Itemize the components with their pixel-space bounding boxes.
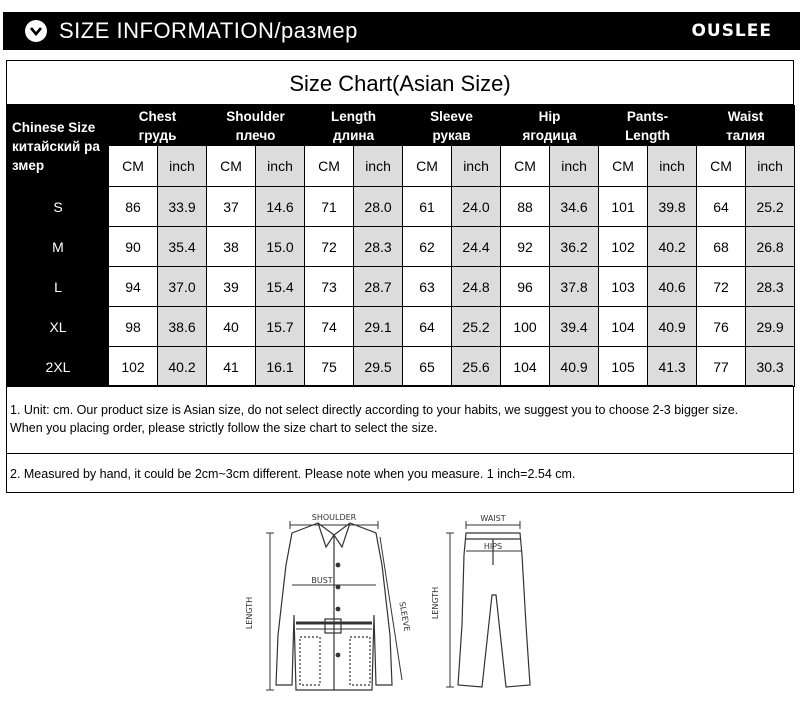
size-label: XL	[8, 307, 109, 347]
unit-inch: inch	[256, 146, 305, 187]
unit-inch: inch	[452, 146, 501, 187]
cell-inch: 40.2	[158, 347, 207, 387]
note-unit-line-1: 1. Unit: cm. Our product size is Asian size, do not select directly according to your habits, we suggest you to choose 2-3 bigger size.	[10, 403, 739, 417]
size-header-en: Chinese Size	[12, 119, 96, 135]
column-header-en: Sleeve	[430, 108, 473, 124]
cell-inch: 29.9	[746, 307, 795, 347]
note-unit-line-2: When you placing order, please strictly follow the size chart to select the size.	[10, 421, 438, 435]
unit-cm: CM	[697, 146, 746, 187]
cell-inch: 26.8	[746, 227, 795, 267]
sleeve-label: SLEEVE	[397, 600, 412, 633]
cell-cm: 41	[207, 347, 256, 387]
table-row	[8, 267, 795, 307]
cell-inch: 28.3	[746, 267, 795, 307]
unit-inch: inch	[746, 146, 795, 187]
cell-inch: 28.0	[354, 187, 403, 227]
column-header-ru: плечо	[235, 127, 276, 143]
cell-cm: 102	[599, 227, 648, 267]
column-header-ru: рукав	[432, 127, 471, 143]
size-label: L	[8, 267, 109, 307]
cell-inch: 36.2	[550, 227, 599, 267]
cell-cm: 64	[403, 307, 452, 347]
unit-inch: inch	[648, 146, 697, 187]
cell-cm: 104	[599, 307, 648, 347]
column-header-ru: длина	[332, 127, 375, 143]
size-header-ru-2: змер	[12, 157, 45, 173]
cell-cm: 37	[207, 187, 256, 227]
cell-cm: 75	[305, 347, 354, 387]
cell-cm: 65	[403, 347, 452, 387]
cell-cm: 72	[697, 267, 746, 307]
cell-inch: 40.6	[648, 267, 697, 307]
unit-inch: inch	[550, 146, 599, 187]
column-header-ru: ягодица	[522, 127, 577, 143]
cell-cm: 74	[305, 307, 354, 347]
measurement-diagram	[230, 505, 570, 710]
length-measure-line	[266, 533, 274, 690]
cell-inch: 15.4	[256, 267, 305, 307]
cell-inch: 16.1	[256, 347, 305, 387]
cell-cm: 61	[403, 187, 452, 227]
column-header-ru: Length	[625, 127, 671, 143]
unit-cm: CM	[599, 146, 648, 187]
length-label: LENGTH	[245, 596, 254, 630]
cell-inch: 37.0	[158, 267, 207, 307]
cell-cm: 88	[501, 187, 550, 227]
cell-inch: 15.7	[256, 307, 305, 347]
cell-inch: 35.4	[158, 227, 207, 267]
jacket-illustration	[276, 523, 392, 690]
cell-inch: 39.4	[550, 307, 599, 347]
cell-inch: 41.3	[648, 347, 697, 387]
column-header-en: Chest	[138, 108, 177, 124]
cell-cm: 96	[501, 267, 550, 307]
size-label: M	[8, 227, 109, 267]
size-label: 2XL	[8, 347, 109, 387]
cell-cm: 71	[305, 187, 354, 227]
pants-illustration	[458, 533, 530, 687]
size-table	[7, 105, 795, 387]
pants-length-label: LENGTH	[431, 586, 440, 620]
unit-cm: CM	[501, 146, 550, 187]
column-header-en: Pants-	[626, 108, 669, 124]
cell-cm: 86	[109, 187, 158, 227]
size-table-body	[8, 187, 795, 387]
cell-cm: 72	[305, 227, 354, 267]
unit-cm: CM	[305, 146, 354, 187]
column-header-shoulder	[207, 106, 305, 146]
size-chart	[6, 60, 794, 493]
size-header-ru-1: китайский ра	[12, 138, 100, 154]
cell-inch: 29.5	[354, 347, 403, 387]
cell-inch: 37.8	[550, 267, 599, 307]
column-header-en: Shoulder	[226, 108, 285, 124]
section-title: SIZE INFORMATION/размер	[59, 18, 358, 43]
cell-cm: 98	[109, 307, 158, 347]
cell-inch: 24.4	[452, 227, 501, 267]
table-row	[8, 227, 795, 267]
cell-cm: 73	[305, 267, 354, 307]
pants-length-measure-line	[446, 533, 454, 687]
unit-cm: CM	[109, 146, 158, 187]
cell-cm: 63	[403, 267, 452, 307]
unit-inch: inch	[158, 146, 207, 187]
cell-inch: 40.9	[550, 347, 599, 387]
cell-inch: 25.6	[452, 347, 501, 387]
cell-inch: 40.2	[648, 227, 697, 267]
table-row	[8, 347, 795, 387]
column-header-chest	[109, 106, 207, 146]
cell-inch: 29.1	[354, 307, 403, 347]
size-label: S	[8, 187, 109, 227]
column-header-ru: талия	[726, 127, 765, 143]
chevron-down-icon	[25, 20, 47, 42]
cell-cm: 102	[109, 347, 158, 387]
column-header-en: Waist	[727, 108, 764, 124]
table-row	[8, 307, 795, 347]
cell-inch: 39.8	[648, 187, 697, 227]
units-row	[8, 146, 795, 187]
cell-cm: 92	[501, 227, 550, 267]
cell-inch: 25.2	[452, 307, 501, 347]
section-header	[3, 12, 800, 50]
note-measured: 2. Measured by hand, it could be 2cm~3cm different. Please note when you measure. 1 inch=2.54 cm.	[7, 453, 793, 493]
cell-inch: 38.6	[158, 307, 207, 347]
cell-cm: 40	[207, 307, 256, 347]
cell-cm: 104	[501, 347, 550, 387]
cell-inch: 15.0	[256, 227, 305, 267]
cell-cm: 103	[599, 267, 648, 307]
cell-cm: 38	[207, 227, 256, 267]
bust-label: BUST	[311, 576, 333, 585]
chart-title: Size Chart(Asian Size)	[7, 61, 793, 105]
column-header-ru: грудь	[138, 127, 177, 143]
cell-inch: 28.3	[354, 227, 403, 267]
cell-cm: 76	[697, 307, 746, 347]
note-unit	[7, 385, 793, 453]
cell-cm: 101	[599, 187, 648, 227]
cell-cm: 90	[109, 227, 158, 267]
cell-inch: 40.9	[648, 307, 697, 347]
cell-cm: 64	[697, 187, 746, 227]
column-header-en: Hip	[538, 108, 561, 124]
table-row	[8, 187, 795, 227]
cell-inch: 30.3	[746, 347, 795, 387]
cell-cm: 62	[403, 227, 452, 267]
shoulder-measure-line	[290, 521, 378, 529]
column-header-waist	[697, 106, 795, 146]
unit-inch: inch	[354, 146, 403, 187]
cell-inch: 24.0	[452, 187, 501, 227]
cell-inch: 25.2	[746, 187, 795, 227]
cell-inch: 24.8	[452, 267, 501, 307]
hips-label: HIPS	[483, 542, 503, 551]
unit-cm: CM	[207, 146, 256, 187]
cell-cm: 100	[501, 307, 550, 347]
unit-cm: CM	[403, 146, 452, 187]
cell-inch: 33.9	[158, 187, 207, 227]
cell-cm: 68	[697, 227, 746, 267]
waist-label: WAIST	[480, 514, 506, 523]
column-header-sleeve	[403, 106, 501, 146]
column-header-en: Length	[331, 108, 377, 124]
column-header-hip	[501, 106, 599, 146]
cell-inch: 14.6	[256, 187, 305, 227]
column-header-length	[305, 106, 403, 146]
brand-logo: OUSLEE	[691, 21, 772, 41]
cell-inch: 28.7	[354, 267, 403, 307]
cell-cm: 39	[207, 267, 256, 307]
column-header-pants-length	[599, 106, 697, 146]
cell-cm: 77	[697, 347, 746, 387]
cell-inch: 34.6	[550, 187, 599, 227]
shoulder-label: SHOULDER	[311, 513, 357, 522]
cell-cm: 94	[109, 267, 158, 307]
size-column-header	[8, 106, 109, 187]
cell-cm: 105	[599, 347, 648, 387]
